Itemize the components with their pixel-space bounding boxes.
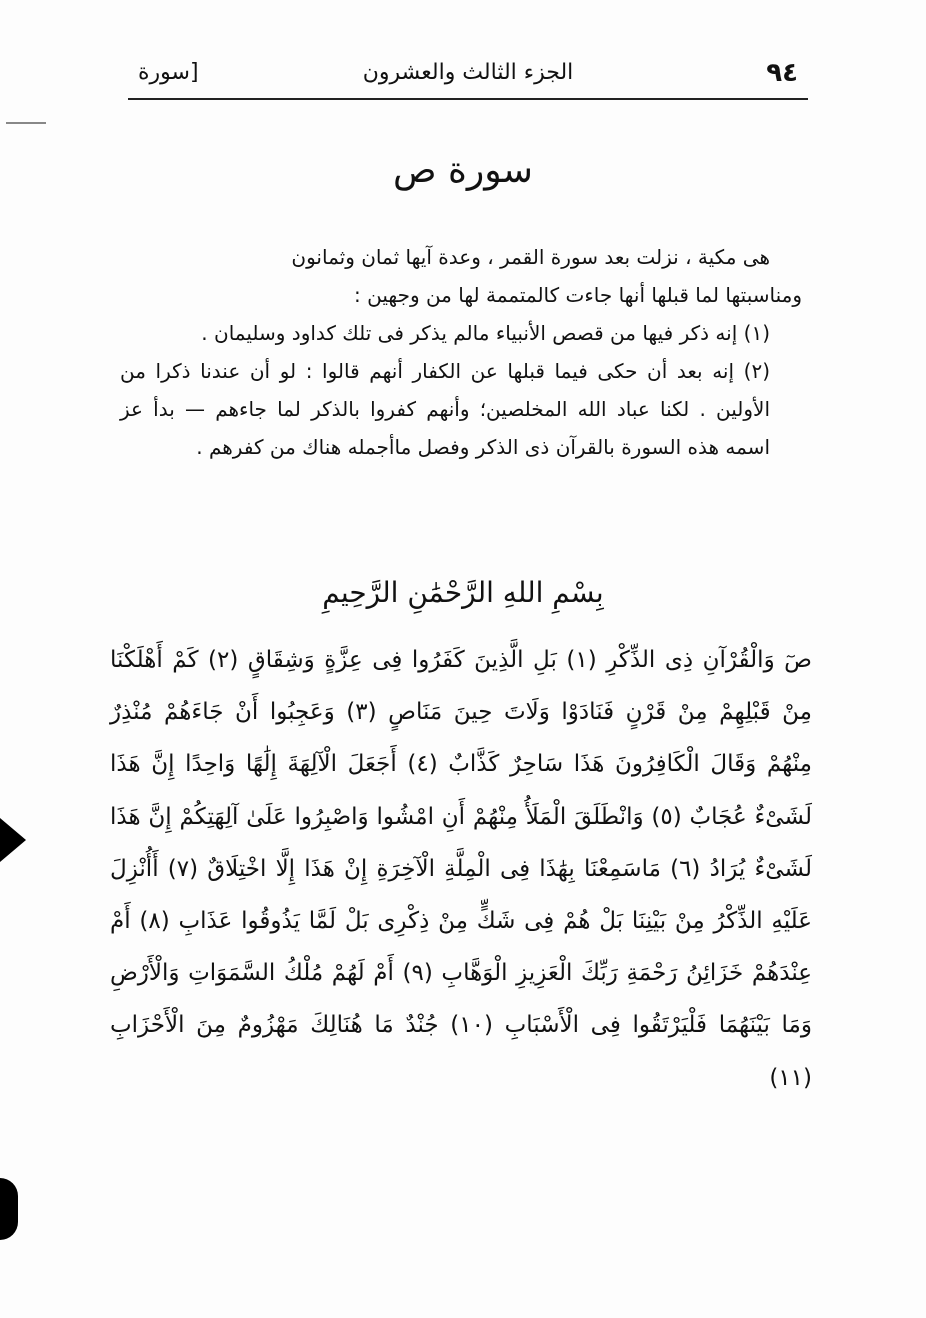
running-header <box>128 52 808 100</box>
scan-margin-speck <box>6 122 46 124</box>
quran-verses: صٓ وَالْقُرْآنِ ذِى الذِّكْرِ (١) بَلِ الَّذِينَ كَفَرُوا فِى عِزَّةٍ وَشِقَاقٍ (٢) كَمْ أَهْلَكْنَا مِنْ قَبْلِهِمْ مِنْ قَرْنٍ فَنَادَوْا وَلَاتَ حِينَ مَنَاصٍ (٣) وَعَجِبُوا أَنْ جَاءَهُمْ مُنْذِرٌ مِنْهُمْ وَقَالَ الْكَافِرُونَ هَذَا سَاحِرٌ كَذَّابٌ (٤) أَجَعَلَ الْآلِهَةَ إِلَٰهًا وَاحِدًا إِنَّ هَذَا لَشَىْءٌ عُجَابٌ (٥) وَانْطَلَقَ الْمَلَأُ مِنْهُمْ أَنِ امْشُوا وَاصْبِرُوا عَلَىٰ آلِهَتِكُمْ إِنَّ هَذَا لَشَىْءٌ يُرَادُ (٦) مَاسَمِعْنَا بِهَٰذَا فِى الْمِلَّةِ الْآخِرَةِ إِنْ هَذَا إِلَّا اخْتِلَاقٌ (٧) أَأُنْزِلَ عَلَيْهِ الذِّكْرُ مِنْ بَيْنِنَا بَلْ هُمْ فِى شَكٍّ مِنْ ذِكْرِى بَلْ لَمَّا يَذُوقُوا عَذَابِ (٨) أَمْ عِنْدَهُمْ خَزَائِنُ رَحْمَةِ رَبِّكَ الْعَزِيزِ الْوَهَّابِ (٩) أَمْ لَهُمْ مُلْكُ السَّمَوَاتِ وَالْأَرْضِ وَمَا بَيْنَهُمَا فَلْيَرْتَقُوا فِى الْأَسْبَابِ (١٠) جُنْدٌ مَا هُنَالِكَ مَهْزُومٌ مِنَ الْأَحْزَابِ (١١) <box>110 647 813 1091</box>
intro-point-1: (١) إنه ذكر فيها من قصص الأنبياء مالم يذكر فى تلك كداود وسليمان . <box>201 321 770 345</box>
introduction <box>120 238 802 466</box>
basmala: بِسْمِ اللهِ الرَّحْمَٰنِ الرَّحِيمِ <box>322 576 604 609</box>
header-surah-label: [سورة <box>138 60 199 85</box>
surah-title: سورة ص <box>393 150 533 191</box>
header-part-title: الجزء الثالث والعشرون <box>362 60 574 85</box>
page-number: ٩٤ <box>766 58 798 88</box>
scan-margin-blot <box>0 1178 18 1240</box>
intro-paragraph-1: هى مكية ، نزلت بعد سورة القمر ، وعدة آيها ثمان وثمانون <box>291 245 770 269</box>
intro-paragraph-2: ومناسبتها لما قبلها أنها جاءت كالمتممة لها من وجهين : <box>354 283 802 307</box>
intro-point-2: (٢) إنه بعد أن حكى فيما قبلها عن الكفار أنهم قالوا : لو أن عندنا ذكرا من الأولين . لكنا عباد الله المخلصين؛ وأنهم كفروا بالذكر لما جاءهم — بدأ عز اسمه هذه السورة بالقرآن ذى الذكر وفصل ماأجمله هناك من كفرهم . <box>120 359 770 459</box>
scan-margin-mark <box>0 818 26 862</box>
header-divider <box>128 98 808 100</box>
